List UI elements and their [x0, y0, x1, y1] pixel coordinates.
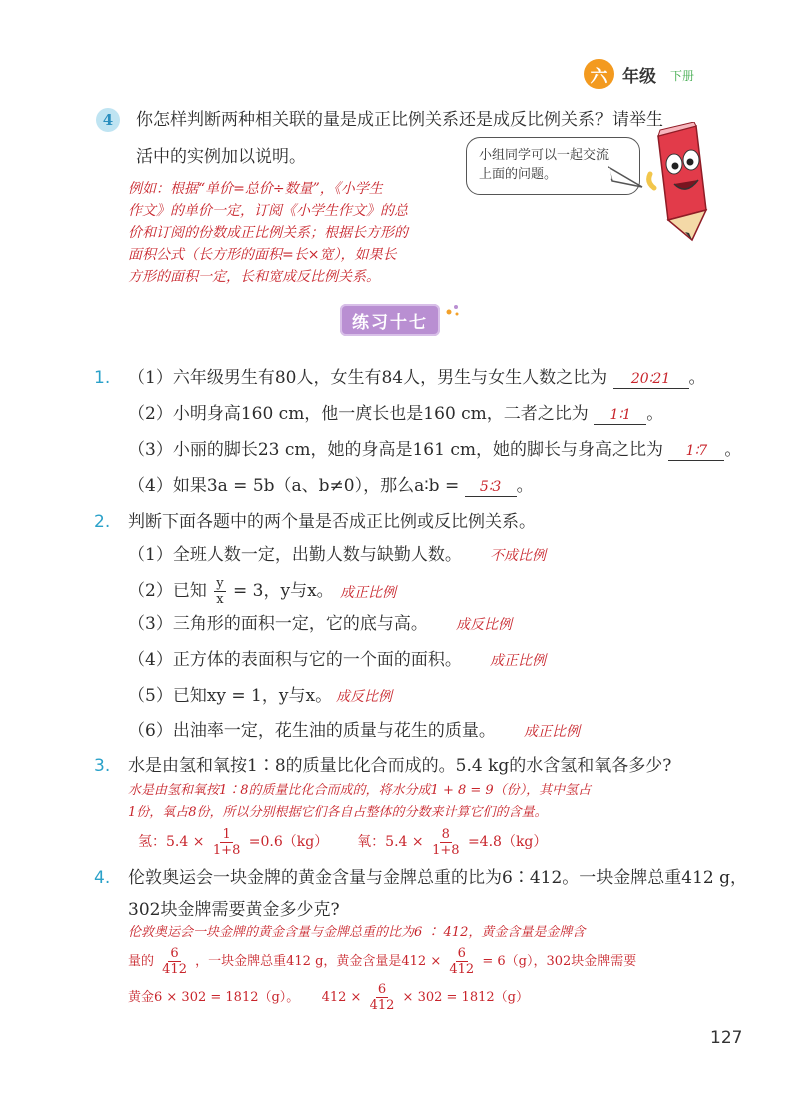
- item-suffix: 。: [646, 404, 664, 424]
- oxygen-result: =4.8（kg）: [467, 834, 548, 850]
- exercise-2-number: 2.: [94, 512, 111, 532]
- exercise-1-item-4: [128, 474, 534, 498]
- bubble-tail: [608, 165, 648, 195]
- answer-text: ，一块金牌总重412 g，黄金含量是412 ×: [195, 954, 442, 969]
- exercise-2-item-5: （5）已知xy = 1，y与x。: [128, 686, 333, 706]
- exercise-3-number: 3.: [94, 756, 111, 776]
- item-text: = 3，y与x。: [233, 581, 334, 601]
- answer-blank: 1∶7: [668, 442, 724, 461]
- exercise-3-question: 水是由氢和氧按1∶8的质量比化合而成的。5.4 kg的水含氢和氧各多少?: [128, 756, 672, 776]
- pencil-mascot-icon: [644, 122, 714, 248]
- exercise-2-answer-3: 成反比例: [456, 617, 512, 633]
- volume-label: 下册: [670, 69, 695, 83]
- item-text: （2）小明身高160 cm，他一庹长也是160 cm，二者之比为: [128, 404, 589, 424]
- answer-text: × 302 = 1812（g）: [402, 990, 529, 1005]
- item-text: （1）六年级男生有80人，女生有84人，男生与女生人数之比为: [128, 368, 608, 388]
- exercise-1-item-1: [128, 366, 706, 390]
- grade-badge: [584, 59, 614, 89]
- hydrogen-label: 氢：5.4 ×: [138, 834, 205, 850]
- oxygen-fraction: [430, 827, 461, 858]
- question-4-line1: 你怎样判断两种相关联的量是成正比例关系还是成反比例关系？请举生: [136, 110, 663, 130]
- answer-text: 黄金6 × 302 = 1812（g）。: [128, 990, 300, 1005]
- exercise-1-number: 1.: [94, 368, 111, 388]
- answer-blank: 20∶21: [613, 370, 689, 389]
- exercise-4-answer-line3: [128, 978, 529, 1018]
- section-title-text: 练习十七: [352, 312, 428, 333]
- exercise-3-calc: [138, 822, 547, 862]
- exercise-4-number: 4.: [94, 868, 111, 888]
- fraction-numerator: 1: [222, 826, 231, 842]
- fraction-denominator: 412: [162, 962, 187, 977]
- fraction-y-over-x: [214, 576, 225, 607]
- exercise-2-answer-4: 成正比例: [490, 653, 546, 669]
- answer-text: = 6（g），302块金牌需要: [482, 954, 637, 969]
- question-4-number: 4: [102, 111, 114, 129]
- item-text: （4）如果3a = 5b（a、b≠0），那么a∶b =: [128, 476, 460, 496]
- answer-text: 量的: [128, 954, 155, 969]
- exercise-2-item-3: （3）三角形的面积一定，它的底与高。: [128, 614, 428, 634]
- fraction-6-over-412: [160, 946, 189, 977]
- answer-blank: 1∶1: [594, 406, 646, 425]
- question-4-line2: 活中的实例加以说明。: [136, 147, 306, 167]
- item-suffix: 。: [688, 368, 706, 388]
- item-suffix: 。: [516, 476, 534, 496]
- exercise-4-question-line2: 302块金牌需要黄金多少克?: [128, 900, 340, 920]
- answer-line: 例如：根据“单价=总价÷数量”，《小学生: [128, 181, 383, 197]
- answer-line: 面积公式（长方形的面积=长×宽），如果长: [128, 247, 397, 263]
- fraction-denominator: x: [216, 592, 224, 607]
- exercise-2-item-6: （6）出油率一定，花生油的质量与花生的质量。: [128, 721, 496, 741]
- page-number: 127: [710, 1028, 743, 1048]
- answer-text: 412 ×: [321, 990, 362, 1005]
- answer-line: 水是由氢和氧按1∶8的质量比化合而成的，将水分成1 + 8 = 9（份），其中氢占: [128, 783, 592, 798]
- item-suffix: 。: [724, 440, 742, 460]
- fraction-numerator: 6: [377, 982, 387, 997]
- exercise-2-answer-6: 成正比例: [524, 724, 580, 740]
- answer-line: 价和订阅的份数成正比例关系；根据长方形的: [128, 225, 408, 241]
- exercise-4-answer-line1: 伦敦奥运会一块金牌的黄金含量与金牌总重的比为6 ∶ 412，黄金含量是金牌含: [128, 925, 586, 940]
- answer-line: 方形的面积一定，长和宽成反比例关系。: [128, 269, 380, 285]
- question-4-answer: [128, 178, 408, 288]
- fraction-numerator: y: [216, 576, 224, 591]
- grade-char: 六: [590, 66, 608, 87]
- exercise-1-item-2: [128, 402, 663, 426]
- fraction-numerator: 6: [170, 946, 179, 961]
- exercise-1-item-3: [128, 438, 741, 462]
- fraction-denominator: 412: [449, 962, 475, 977]
- bubble-line: 上面的问题。: [479, 167, 558, 182]
- answer-blank: 5∶3: [465, 478, 517, 497]
- exercise-2-answer-5: 成反比例: [336, 689, 392, 705]
- fraction-numerator: 6: [457, 946, 466, 961]
- exercise-2-item-1: （1）全班人数一定，出勤人数与缺勤人数。: [128, 545, 462, 565]
- answer-line: 作文》的单价一定，订阅《小学生作文》的总: [128, 203, 408, 219]
- fraction-6-over-412: [368, 982, 397, 1013]
- oxygen-label: 氧：5.4 ×: [357, 834, 424, 850]
- grade-label: 年级: [622, 67, 656, 87]
- bubble-line: 小组同学可以一起交流: [479, 148, 610, 163]
- exercise-3-answer: [128, 780, 591, 824]
- question-4-badge: [96, 108, 120, 132]
- exercise-4-question-line1: 伦敦奥运会一块金牌的黄金含量与金牌总重的比为6∶412。一块金牌总重412 g，: [128, 868, 747, 888]
- exercise-2-title: 判断下面各题中的两个量是否成正比例或反比例关系。: [128, 512, 536, 532]
- fraction-6-over-412: [447, 946, 476, 977]
- item-text: （2）已知: [128, 581, 207, 601]
- fraction-denominator: 1+8: [212, 842, 241, 858]
- exercise-4-answer-line2: [128, 942, 636, 982]
- exercise-2-answer-2: 成正比例: [340, 585, 396, 601]
- fraction-numerator: 8: [441, 826, 450, 842]
- section-title: [340, 304, 440, 336]
- exercise-2-item-2: [128, 576, 334, 607]
- hydrogen-result: =0.6（kg）: [248, 834, 329, 850]
- hydrogen-fraction: [211, 827, 242, 858]
- fraction-denominator: 1+8: [432, 842, 460, 858]
- item-text: （3）小丽的脚长23 cm，她的身高是161 cm，她的脚长与身高之比为: [128, 440, 663, 460]
- answer-line: 1份，氧占8份，所以分别根据它们各自占整体的分数来计算它们的含量。: [128, 805, 548, 820]
- exercise-2-answer-1: 不成比例: [490, 548, 546, 564]
- fraction-denominator: 412: [369, 998, 395, 1013]
- sparkle-icon: [444, 302, 462, 318]
- exercise-2-item-4: （4）正方体的表面积与它的一个面的面积。: [128, 650, 462, 670]
